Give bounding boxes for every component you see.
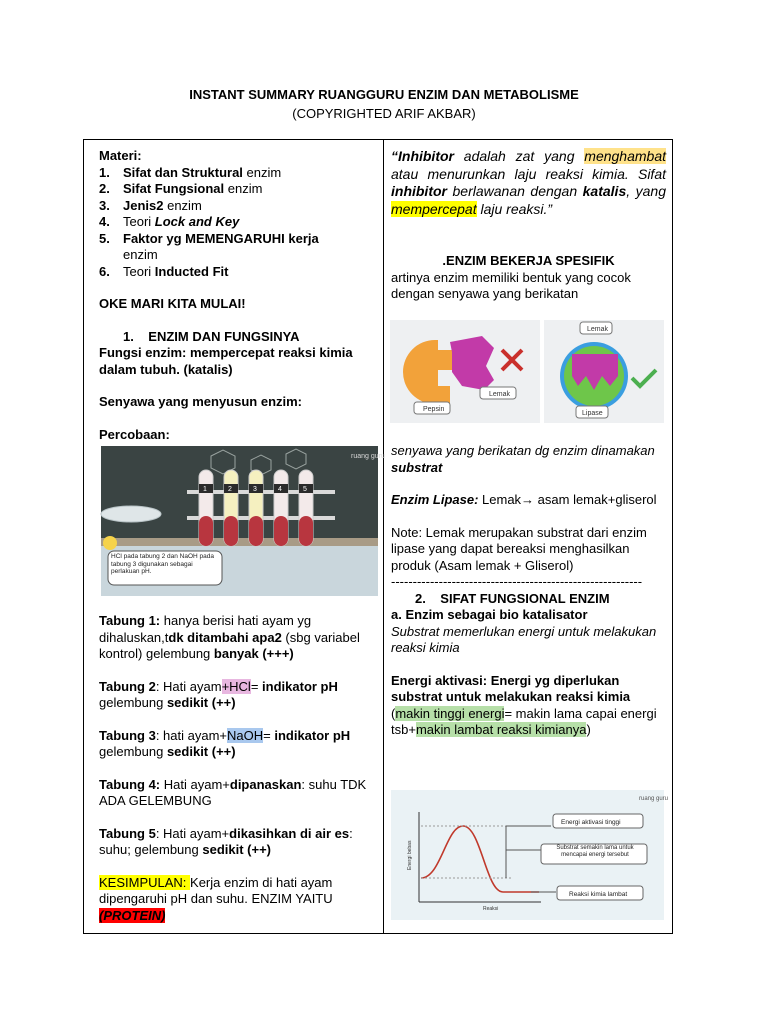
lipase-image — [544, 320, 664, 423]
section1-heading: 1. ENZIM DAN FUNGSINYA — [123, 328, 300, 344]
tabung-4: Tabung 4: Hati ayam+dipanaskan: suhu TDK ADA GELEMBUNG — [99, 776, 367, 808]
graph-label-1: Energi aktivasi tinggi — [561, 819, 621, 826]
ruangguru-logo: ruang guru — [639, 796, 669, 802]
page-title: INSTANT SUMMARY RUANGGURU ENZIM DAN METABOLISME — [189, 87, 579, 102]
sub-a-heading: a. Enzim sebagai bio katalisator — [391, 607, 588, 622]
lipase-text: Enzim Lipase: Lemak→ asam lemak+gliserol — [391, 492, 657, 507]
mulai-heading: OKE MARI KITA MULAI! — [99, 296, 246, 311]
tabung-5: Tabung 5: Hati ayam+dikasihkan di air es: suhu; gelembung sedikit (++) — [99, 825, 353, 857]
materi-item: 3. Jenis2 enzim — [99, 197, 202, 213]
tabung-3: Tabung 3: hati ayam+NaOH= indikator pH gelembung sedikit (++) — [99, 727, 351, 759]
figure-note: HCl pada tabung 2 dan NaOH pada tabung 3 digunakan sebagai perlakuan pH. — [111, 553, 214, 575]
tube-label: 4 — [278, 486, 282, 493]
tabung-2: Tabung 2: Hati ayam+HCl= indikator pH gelembung sedikit (++) — [99, 678, 338, 710]
lightbulb-icon — [103, 536, 117, 550]
materi-item: 4. Teori Lock and Key — [99, 214, 240, 229]
lemak-label: Lemak — [489, 391, 511, 398]
spesifik-title: .ENZIM BEKERJA SPESIFIK — [442, 253, 615, 268]
inhibitor-quote: “Inhibitor adalah zat yang menghambat atau menurunkan laju reaksi kimia. Sifat inhibitor berlawanan dengan katalis, yang mempercepat laju reaksi.” — [391, 148, 666, 217]
tube-label: 1 — [203, 486, 207, 493]
materi-item: 6. Teori Inducted Fit — [99, 263, 229, 279]
materi-list — [99, 165, 369, 281]
materi-item: 5. Faktor yg MEMENGARUHI kerja enzim — [99, 230, 319, 262]
pepsin-label: Pepsin — [423, 406, 445, 413]
percobaan-image — [101, 446, 385, 596]
ruangguru-logo: ruang guru — [351, 453, 385, 460]
page-subtitle: (COPYRIGHTED ARIF AKBAR) — [292, 106, 476, 121]
materi-item: 2. Sifat Fungsional enzim — [99, 181, 263, 196]
lemak-label: Lemak — [587, 326, 609, 333]
materi-item: 1. Sifat dan Struktural enzim — [99, 164, 282, 180]
tube-label: 5 — [303, 486, 307, 493]
energy-graph-image — [391, 790, 669, 920]
x-axis-label: Reaksi — [483, 906, 499, 912]
substrat-text: senyawa yang berikatan dg enzim dinamakan substrat — [391, 443, 655, 475]
tube-label: 2 — [228, 486, 232, 493]
tube-label: 3 — [253, 486, 257, 493]
pepsin-image — [390, 320, 540, 423]
sub-a-desc: Substrat memerlukan energi untuk melakukan reaksi kimia — [391, 623, 657, 655]
column-divider — [383, 139, 384, 934]
section2-heading: 2. SIFAT FUNGSIONAL ENZIM — [415, 590, 610, 606]
senyawa-text: Senyawa yang menyusun enzim: — [99, 394, 303, 409]
kesimpulan: KESIMPULAN: Kerja enzim di hati ayam dipengaruhi pH dan suhu. ENZIM YAITU (PROTEIN) — [99, 874, 333, 923]
spesifik-desc: artinya enzim memiliki bentuk yang cocok dengan senyawa yang berikatan — [391, 269, 631, 301]
energi-desc: (makin tinggi energi= makin lama capai energi tsb+makin lambat reaksi kimianya) — [391, 705, 657, 737]
substrat-section — [391, 443, 666, 739]
spesifik-section — [391, 253, 666, 303]
graph-label-3: Reaksi kimia lambat — [569, 891, 628, 898]
percobaan-label: Percobaan: — [99, 426, 170, 442]
tabung-1: Tabung 1: hanya berisi hati ayam yg dihaluskan,tdk ditambahi apa2 (sbg variabel kontrol) gelembung banyak (+++) — [99, 613, 360, 661]
fungsi-text: Fungsi enzim: mempercepat reaksi kimia dalam tubuh. (katalis) — [99, 345, 353, 377]
note-text: Note: Lemak merupakan substrat dari enzim lipase yang dapat bereaksi menghasilkan produk (Asam lemak + Gliserol) — [391, 524, 647, 573]
left-column — [99, 148, 369, 443]
y-axis-label: Energi bebas — [407, 840, 413, 870]
energi-title: Energi aktivasi: Energi yg diperlukan substrat untuk melakukan reaksi kimia — [391, 672, 631, 704]
lipase-label: Lipase — [582, 410, 603, 417]
dashed-separator: ---------------------------------------------------------- — [391, 574, 643, 589]
materi-label: Materi: — [99, 148, 142, 163]
left-column-lower — [99, 613, 369, 924]
graph-label-2: Substrat semakin lama untuk mencapai energi tersebut — [556, 845, 634, 858]
